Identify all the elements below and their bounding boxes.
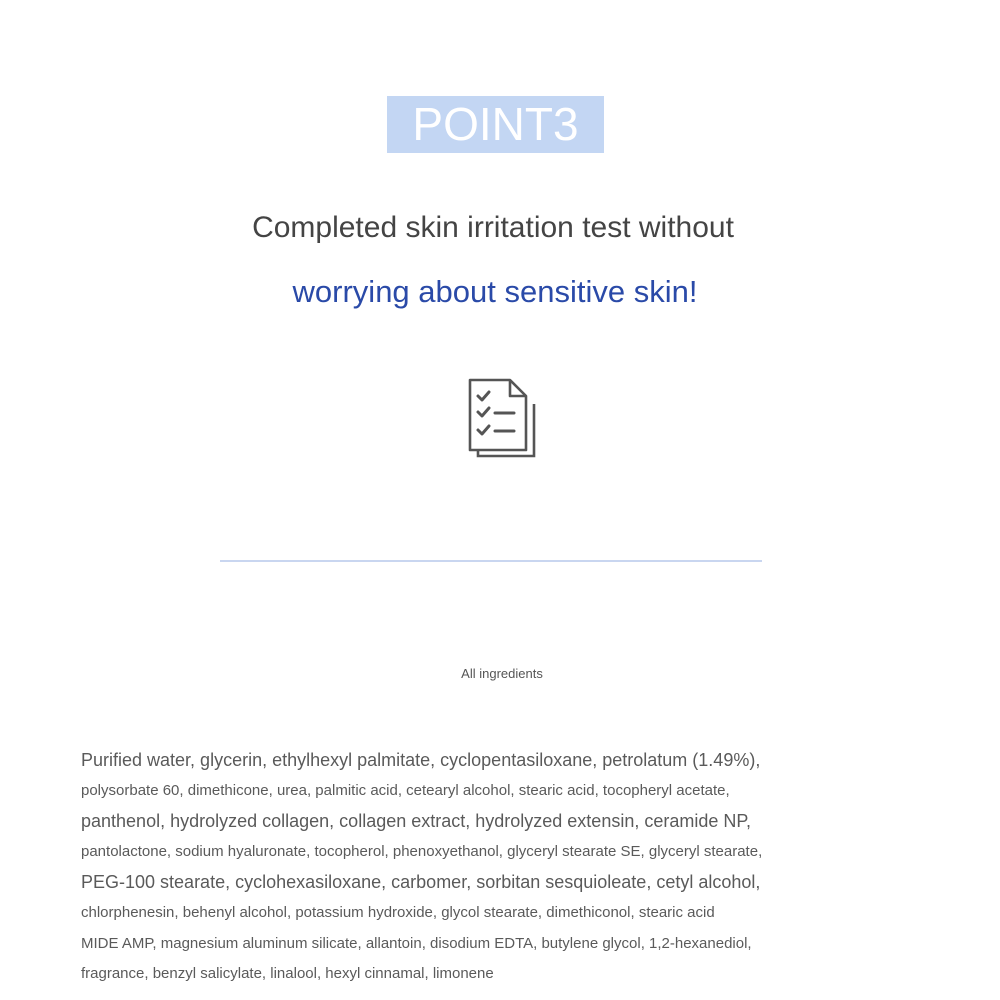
- point-badge: POINT3: [387, 96, 604, 153]
- headline-line-2-accent: worrying about sensitive skin!: [292, 274, 698, 309]
- ingredient-line: MIDE AMP, magnesium aluminum silicate, allantoin, disodium EDTA, butylene glycol, 1,2-hexanediol,: [81, 935, 752, 952]
- headline-line-1: Completed skin irritation test without: [252, 211, 734, 244]
- ingredient-line: panthenol, hydrolyzed collagen, collagen extract, hydrolyzed extensin, ceramide NP,: [81, 811, 752, 831]
- ingredient-line: pantolactone, sodium hyaluronate, tocopherol, phenoxyethanol, glyceryl stearate SE, glyceryl stearate,: [81, 843, 763, 860]
- section-divider: [220, 560, 762, 562]
- checklist-document-icon: [466, 376, 538, 460]
- ingredient-line: chlorphenesin, behenyl alcohol, potassium hydroxide, glycol stearate, dimethiconol, stearic acid: [81, 904, 715, 921]
- ingredient-line: fragrance, benzyl salicylate, linalool, hexyl cinnamal, limonene: [81, 965, 494, 982]
- ingredient-line: Purified water, glycerin, ethylhexyl palmitate, cyclopentasiloxane, petrolatum (1.49%),: [81, 750, 761, 770]
- ingredient-line: polysorbate 60, dimethicone, urea, palmitic acid, cetearyl alcohol, stearic acid, tocopheryl acetate,: [81, 782, 730, 799]
- ingredient-line: PEG-100 stearate, cyclohexasiloxane, carbomer, sorbitan sesquioleate, cetyl alcohol,: [81, 872, 761, 892]
- ingredients-label: All ingredients: [461, 666, 543, 681]
